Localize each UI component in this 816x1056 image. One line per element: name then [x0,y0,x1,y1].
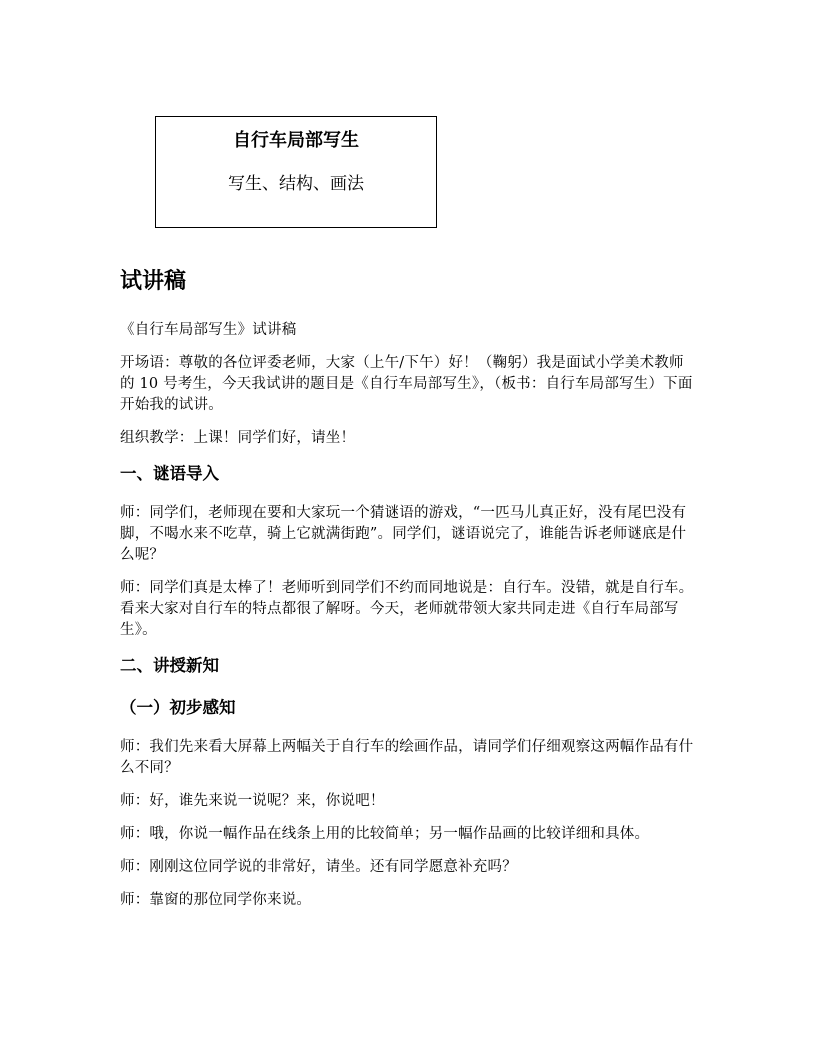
intro-paragraph: 开场语：尊敬的各位评委老师，大家（上午/下午）好！（鞠躬）我是面试小学美术教师的 10 号考生，今天我试讲的题目是《自行车局部写生》，（板书：自行车局部写生）下面开始我的试讲。 [120,355,693,413]
box-title: 自行车局部写生 [233,130,359,151]
page-heading: 试讲稿 [120,269,187,294]
section2-subheading: （一）初步感知 [120,698,236,717]
organize-paragraph: 组织教学：上课！同学们好，请坐！ [120,430,356,446]
section1-heading: 一、谜语导入 [120,464,219,483]
section2-heading: 二、讲授新知 [120,656,219,675]
paragraph: 师：哦，你说一幅作品在线条上用的比较简单；另一幅作品画的比较详细和具体。 [120,826,650,842]
paragraph: 师：刚刚这位同学说的非常好，请坐。还有同学愿意补充吗？ [120,859,517,875]
paragraph: 师：同学们真是太棒了！老师听到同学们不约而同地说是：自行车。没错，就是自行车。看来大家对自行车的特点都很了解呀。今天，老师就带领大家共同走进《自行车局部写生》。 [120,580,694,638]
paragraph: 师：同学们，老师现在要和大家玩一个猜谜语的游戏，“一匹马儿真正好，没有尾巴没有脚，不喝水来不吃草，骑上它就满街跑”。同学们，谜语说完了，谁能告诉老师谜底是什么呢？ [120,505,687,563]
doc-title: 《自行车局部写生》试讲稿 [120,322,297,338]
title-box [155,116,437,228]
document-body [120,264,698,923]
paragraph: 师：靠窗的那位同学你来说。 [120,892,312,908]
paragraph: 师：我们先来看大屏幕上两幅关于自行车的绘画作品，请同学们仔细观察这两幅作品有什么不同？ [120,739,694,776]
box-subtitle: 写生、结构、画法 [228,174,364,194]
paragraph: 师：好，谁先来说一说呢？来，你说吧！ [120,793,385,809]
